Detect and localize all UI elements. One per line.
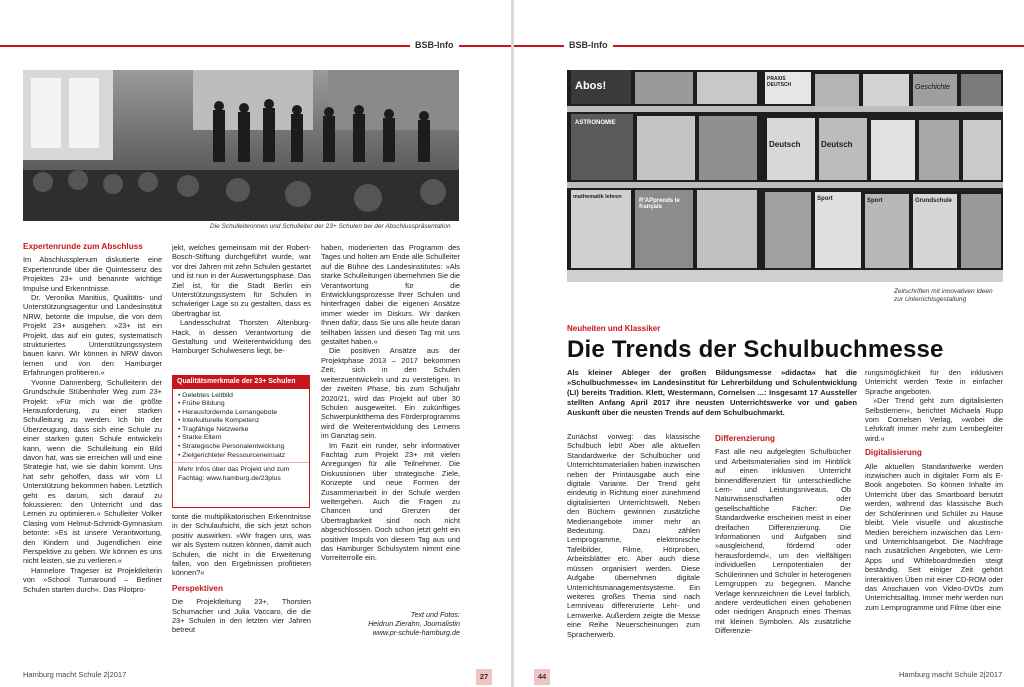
paragraph: Fast alle neu aufgelegten Schulbücher und Arbeitsmaterialien sind im Hinblick auf einen inklusiven Unterricht binnendifferenziert für unterschiedliche Lern- und Leistungsniveaus. Ob Naturwissenschaften oder gesellschaftliche Fächer: Die Standardwerke erscheinen meist in einer dreifachen Differenzierung. Die Informationen und Aufgaben sind »ausgleichend, fördernd oder herausfordernd«, um den vielfältigen individuellen Lernpotentialen der Schülerinnen und Schüler in heterogenen Lerngruppen zu begegnen. Manche Verlage kennzeichnen die Level farblich, andere verdeutlichen einen gehobenen oder niedrigen Anspruch eines Themas mit kleinen Symbolen. Als zusätzliche Differenzie- — [715, 447, 851, 636]
photo-caption-line: Zeitschriften mit innovativen Ideen — [894, 288, 993, 295]
page-number: 27 — [476, 669, 492, 685]
list-item: • Zielgerichteter Ressourceneinsatz — [178, 452, 304, 461]
credits — [321, 610, 460, 637]
info-box-title: Qualitätsmerkmale der 23+ Schulen — [173, 376, 309, 389]
shelf-label: Grundschule — [915, 198, 953, 204]
column-2-top — [172, 243, 311, 374]
paragraph: Die Projektleitung 23+, Thorsten Schumacher und Julia Vaccaro, die die 23+ Schulen in den letzten vier Jahren betreut — [172, 597, 311, 635]
photo-caption-line: zur Unterrichtsgestaltung — [894, 296, 967, 303]
info-box-list — [173, 389, 309, 463]
paragraph: Hannelore Trageser ist Projektleiterin von »School Turnaround – Berliner Schulen starten durch«. Das Pilotpro- — [23, 565, 162, 594]
right-page — [514, 0, 1024, 687]
section-label: BSB-Info — [410, 40, 459, 50]
paragraph: rungsmöglichkeit für den inklusiven Unterricht werden Texte in einfacher Sprache angeboten. — [865, 368, 1003, 396]
shelf-label: Deutsch — [769, 140, 801, 149]
kicker: Neuheiten und Klassiker — [567, 324, 661, 333]
column-1 — [23, 240, 162, 665]
headline: Die Trends der Schulbuchmesse — [567, 336, 944, 363]
lead-paragraph: Als kleiner Ableger der großen Bildungsmesse »didacta« hat die »Schulbuchmesse« im Landesinstitut für Lehrerbildung und Schulentwicklung (LI) bereits Tradition. Klett, Westermann, Cornelsen ...: Insgesamt 17 Aussteller stellten Anfang April 2017 ihre neusten Unterrichtswerke vor und gaben Auskunft über die neusten Trends auf dem Schulbuchmarkt. — [567, 368, 857, 417]
list-item: • Frühe Bildung — [178, 400, 304, 409]
section-label: BSB-Info — [564, 40, 613, 50]
conference-photo-graphic — [23, 70, 459, 221]
column-3 — [865, 368, 1003, 662]
photo-caption — [894, 288, 1004, 304]
credits-name: Heidrun Zierahn, Journalistin — [368, 619, 460, 628]
shelf-label: ASTRONOMIE — [575, 120, 616, 126]
magazine-shelf-photo — [567, 70, 1003, 282]
paragraph: »Der Trend geht zum digitalisierten Selbstlernen«, berichtet Michaela Rupp vom Cornelsen Verlag, »wobei die Lehrkraft immer mehr zum Lernbegleiter wird.« — [865, 396, 1003, 443]
page-number: 44 — [534, 669, 550, 685]
shelf-label: Deutsch — [821, 140, 853, 149]
paragraph: tonte die multiplikatorischen Erkenntnisse in der Schulaufsicht, die sich jetzt schon positiv auswirken. »Wir fragen uns, was wir als System nutzen können, damit auch Schulen, die nicht in die Erweiterung fallen, von den Ergebnissen profitieren können?« — [172, 512, 311, 578]
paragraph: Zunächst vorweg: das klassische Schulbuch lebt! Aber alle aktuellen Standardwerke der Schulbücher und Unterrichtsmaterialien haben inzwischen neben der Printausgabe auch eine digitale Variante. Der Trend geht eindeutig in Richtung einer zunehmend digitalisierten Unterrichtswelt. Neben den Büchern gewinnen zusätzliche Medienangebote immer mehr an Bedeutung. Dazu zählen Lernprogramme, elektronische Tafelbilder, Filme, Hörproben, Arbeitsblätter etc. Aber auch diese müssen organisiert werden. Diese Aufgabe übernehmen digitale Unterrichtsmanagementsysteme. Ein weiteres großes Thema sind nach Lernniveau differenzierte Lehr- und Lernwerke. Außerdem zeigte die Messe eine Reihe Neuerscheinungen zum Spracherwerb. — [567, 432, 700, 639]
conference-photo — [23, 70, 459, 221]
photo-caption: Die Schulleiterinnen und Schulleiter der 23+ Schulen bei der Abschlusspräsentation — [210, 223, 451, 230]
paragraph: Die positiven Ansätze aus der Projektphase 2013 – 2017 bekommen Zeit, sich in den Schulen weiterzuentwickeln und zu verstetigen. In der zweiten Phase, bis zum Schuljahr 2020/21, wird das Projekt auf über 30 Schulen ausgeweitet. Ein zukünftiges Schwerpunktthema des Förderprogramms wird die Weiterentwicklung des Lernens im Ganztag sein. — [321, 346, 460, 441]
credits-url[interactable]: www.pr-schule-hamburg.de — [372, 628, 460, 637]
list-item: • Starke Eltern — [178, 434, 304, 443]
shelf-label: Sport — [867, 198, 883, 204]
credits-label: Text und Fotos: — [410, 610, 460, 619]
shelf-label: R'APprends le français — [639, 198, 680, 210]
paragraph: Landesschulrat Thorsten Altenburg-Hack, in dessen Verantwortung die Gestaltung und Weiterentwicklung des Hamburger Schulwesens liegt, be- — [172, 318, 311, 356]
list-item: • Herausfordernde Lernangebote — [178, 409, 304, 418]
shelf-label: mathematik lehren — [573, 194, 622, 200]
list-item: • Gelebtes Leitbild — [178, 392, 304, 401]
paragraph: Dr. Veronika Manitius, Qualitäts- und Unterstützungsagentur und Landesinstitut NRW, betonte die Impulse, die von dem Projekt 23+ ausgehen: »23+ ist ein Projekt, das auf ein gutes, systematisch strukturiertes Unterstützungssystem bauen kann. Wir können in NRW davon lernen und von den Hamburger Erfahrungen profitieren.« — [23, 293, 162, 378]
list-item: • Strategische Personalentwicklung — [178, 443, 304, 452]
page-footer: Hamburg macht Schule 2|2017 — [23, 670, 127, 679]
section-heading: Digitalisierung — [865, 448, 922, 458]
paragraph: jekt, welches gemeinsam mit der Robert-Bosch-Stiftung durchgeführt wurde, war vor drei Jahren mit zehn Schulen gestartet und ist nun in der Auswertungsphase. Das Ziel ist, für die Stadt Berlin ein Unterstützungssystem für Schulen in schwieriger Lage so zu gestalten, dass es übertragbar ist. — [172, 243, 311, 318]
section-heading: Differenzierung — [715, 434, 776, 443]
paragraph: Yvonne Dannenberg, Schulleiterin der Grundschule Stübenhofer Weg zum 23+ Projekt: »Für mich war die größte Herausforderung, zu einer starken Schulleitung zu werden. Ich bin der Überzeugung, dass sich eine Schule zu einer starken guten Schule entwickeln kann, wenn die Schulleitung ein Bild davon hat, was sie erreichen will und eine Strategie hat, wie sie dahin kommt. Uns hat sehr geholfen, dass wir vom LI Unterstützung bekommen haben. Letztlich geht es darum, sich darauf zu fokussieren: den Unterricht und das Lernen zu optimieren.« Schulleiter Volker Clasing vom Helmut-Schmidt-Gymnasium betonte: »Es ist unsere Verantwortung, den Kindern und Jugendlichen eine Perspektive zu geben. Wir können es uns nicht leisten, sie zu verlieren.« — [23, 377, 162, 566]
shelf-label: Sport — [817, 196, 833, 202]
list-item: • Tragfähige Netzwerke — [178, 426, 304, 435]
column-3 — [321, 243, 460, 603]
column-2 — [715, 432, 851, 662]
left-page — [0, 0, 511, 687]
shelf-label: Geschichte — [915, 84, 951, 91]
paragraph: haben, moderierten das Programm des Tages und holten am Ende alle Schulleiter auf die Bühne des Landesinstitutes: »Als starke Schulleitungen übernehmen Sie die Verantwortung für die Entwicklungsprozesse Ihrer Schulen und hinterfragen dabei die eigenen Ansätze immer wieder im Diskurs. Wir danken Ihnen dafür, dass Sie uns alle heute daran teilhaben lassen und diesen Tag mit uns gestaltet haben.« — [321, 243, 460, 347]
section-heading: Perspektiven — [172, 583, 223, 593]
paragraph: Im Fazit ein runder, sehr informativer Fachtag zum Projekt 23+ mit vielen Anregungen für alle Teilnehmer. Die Diskussionen über strategische Ziele, Konzepte und neue Formen der Zusammenarbeit in der Schule werden weitergehen. Auch die Fragen zu Chancen und Grenzen der Übertragbarkeit sind noch nicht abgeschlossen. Doch schon jetzt geht ein positiver Impuls von diesem Tag aus und das Hamburger Schulsystem nimmt eine Vorreiterrolle ein. — [321, 440, 460, 563]
list-item: • Interkulturelle Kompetenz — [178, 417, 304, 426]
info-box-link[interactable]: Mehr Infos über das Projekt und zum Fachtag: www.hamburg.de/23plus — [173, 462, 309, 486]
magazine-shelf-graphic — [567, 70, 1003, 282]
shelf-label: Abos! — [575, 80, 607, 92]
paragraph: Alle aktuellen Standardwerke werden inzwischen auch in digitaler Form als E-Book angeboten. So können Inhalte im Unterricht über das Smartboard benutzt werden, während das klassische Buch der Schülerinnen und Schüler zu Hause bleibt. Viele visuelle und akustische Medien bereichern inzwischen das Lern- und Unterrichtsangebot. Die Nachfrage nach zusätzlichen Angeboten, wie Lern-Apps und Whiteboardmedien steigt beständig. Seit einiger Zeit gehört interaktiven Üben mit einer CD-ROM oder das Anschauen von Video-DVDs zum Unterrichtsalltag. Immer mehr werden nun zum Lernprogramme und Filme über eine — [865, 461, 1003, 612]
shelf-label: PRAXIS DEUTSCH — [767, 76, 792, 88]
info-box — [172, 375, 310, 508]
column-2-bottom — [172, 512, 311, 665]
page-footer: Hamburg macht Schule 2|2017 — [899, 670, 1003, 679]
section-heading: Expertenrunde zum Abschluss — [23, 242, 143, 251]
paragraph: Im Abschlussplenum diskutierte eine Expertenrunde über die Quintessenz des Projektes 23+ und benannte wichtige Impulse und Erkenntnisse. — [23, 255, 162, 293]
column-1 — [567, 432, 700, 662]
